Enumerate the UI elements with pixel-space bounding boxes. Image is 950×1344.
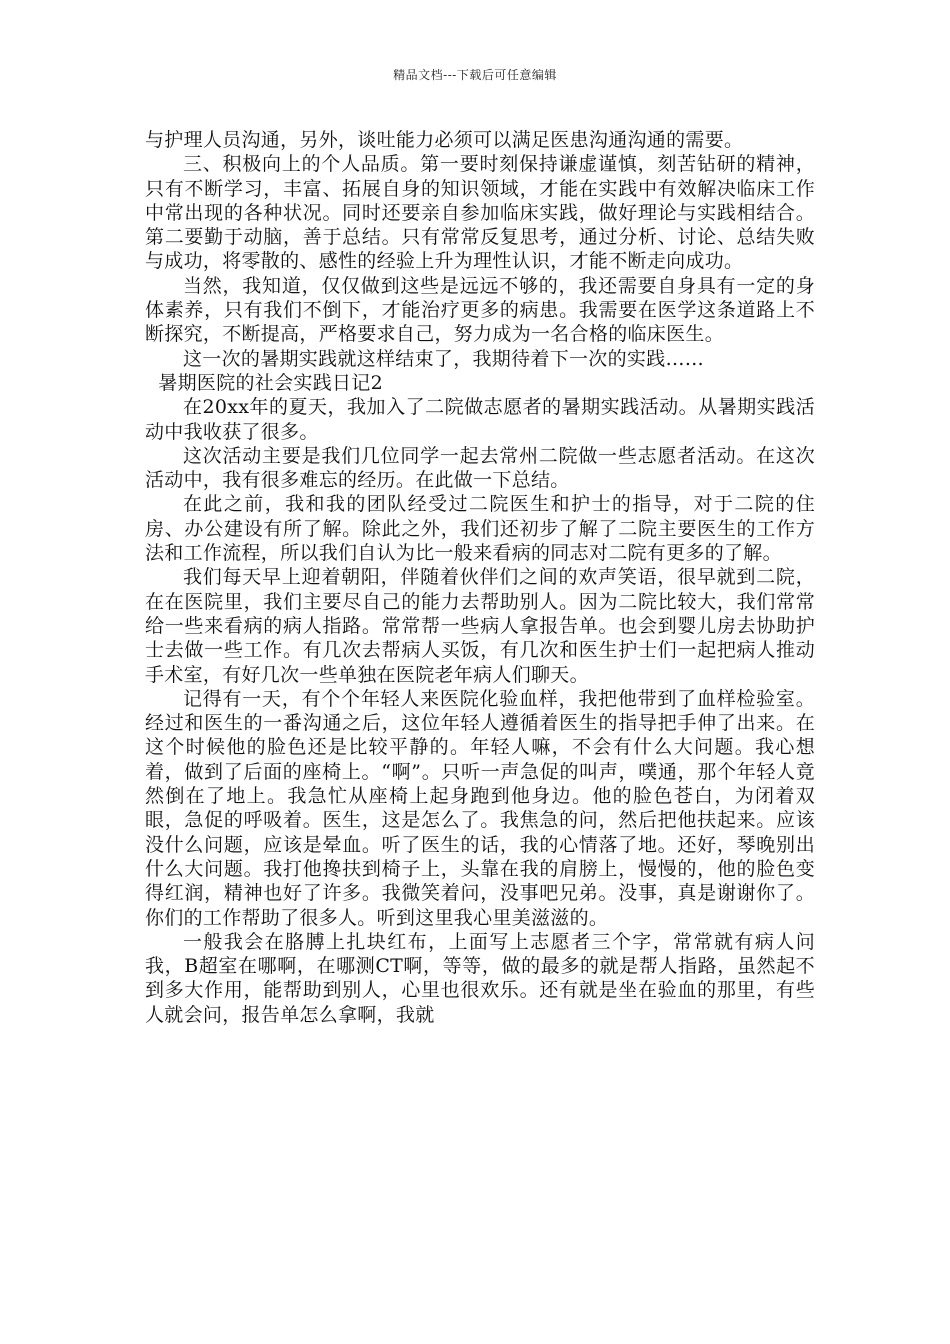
section-title: 暑期医院的社会实践日记2 [158, 371, 383, 394]
paragraph: 我们每天早上迎着朝阳，伴随着伙伴们之间的欢声笑语，很早就到二院，在在医院里，我们主要尽自己的能力去帮助别人。因为二院比较大，我们常常给一些来看病的病人指路。常常帮一些病人拿报告单。也会到婴儿房去协助护士去做一些工作。有几次去帮病人买饭，有几次和医生护士们一起把病人推动手术室，有好几次一些单独在医院老年病人们聊天。 [145, 566, 815, 686]
paragraph: 一般我会在胳膊上扎块红布，上面写上志愿者三个字，常常就有病人问我，B超室在哪啊，在哪测CT啊，等等，做的最多的就是帮人指路，虽然起不到多大作用，能帮助到别人，心里也很欢乐。还有就是坐在验血的那里，有些人就会问，报告单怎么拿啊，我就 [145, 930, 815, 1026]
paragraph: 三、积极向上的个人品质。第一要时刻保持谦虚谨慎，刻苦钻研的精神，只有不断学习，丰富、拓展自身的知识领域，才能在实践中有效解决临床工作中常出现的各种状况。同时还要亲自参加临床实践，做好理论与实践相结合。第二要勤于动脑，善于总结。只有常常反复思考，通过分析、讨论、总结失败与成功，将零散的、感性的经验上升为理性认识，才能不断走向成功。 [145, 153, 815, 273]
paragraph: 在此之前，我和我的团队经受过二院医生和护士的指导，对于二院的住房、办公建设有所了解。除此之外，我们还初步了解了二院主要医生的工作方法和工作流程，所以我们自认为比一般来看病的同志对二院有更多的了解。 [145, 493, 815, 565]
paragraph: 在20xx年的夏天，我加入了二院做志愿者的暑期实践活动。从暑期实践活动中我收获了很多。 [145, 396, 815, 443]
document-body [145, 128, 815, 1027]
paragraph: 与护理人员沟通，另外，谈吐能力必须可以满足医患沟通沟通的需要。 [145, 129, 744, 151]
paragraph: 这次活动主要是我们几位同学一起去常州二院做一些志愿者活动。在这次活动中，我有很多难忘的经历。在此做一下总结。 [145, 444, 815, 492]
paragraph: 记得有一天，有个个年轻人来医院化验血样，我把他带到了血样检验室。经过和医生的一番沟通之后，这位年轻人遵循着医生的指导把手伸了出来。在这个时候他的脸色还是比较平静的。年轻人嘛，不会有什么大问题。我心想着，做到了后面的座椅上。“啊”。只听一声急促的叫声，噗通，那个年轻人竟然倒在了地上。我急忙从座椅上起身跑到他身边。他的脸色苍白，为闭着双眼，急促的呼吸着。医生，这是怎么了。我焦急的问，然后把他扶起来。应该没什么问题，应该是晕血。听了医生的话，我的心情落了地。还好，琴晚别出什么大问题。我打他搀扶到椅子上，头靠在我的肩膀上，慢慢的，他的脸色变得红润，精神也好了许多。我微笑着问，没事吧兄弟。没事，真是谢谢你了。你们的工作帮助了很多人。听到这里我心里美滋滋的。 [145, 687, 815, 929]
paragraph: 这一次的暑期实践就这样结束了，我期待着下一次的实践…… [183, 347, 705, 370]
paragraph: 当然，我知道，仅仅做到这些是远远不够的，我还需要自身具有一定的身体素养，只有我们不倒下，才能治疗更多的病患。我需要在医学这条道路上不断探究，不断提高，严格要求自己，努力成为一名合格的临床医生。 [145, 274, 815, 346]
page-header: 精品文档---下载后可任意编辑 [393, 68, 557, 82]
